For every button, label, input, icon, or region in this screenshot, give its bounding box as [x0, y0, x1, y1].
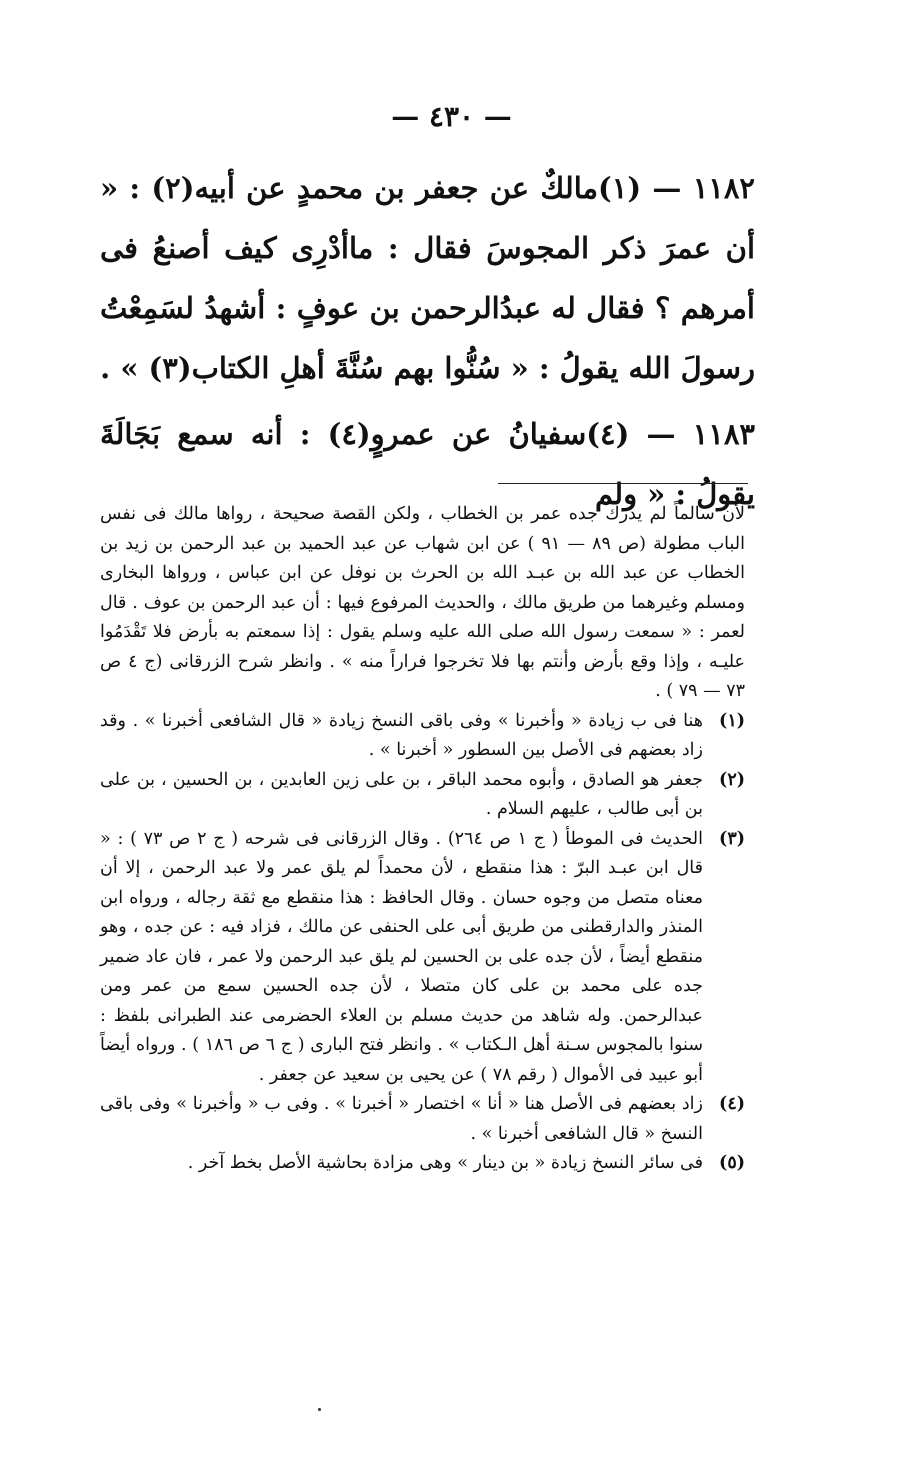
footnote-number: (٢) [719, 769, 745, 790]
footnote-number: (١) [719, 710, 745, 731]
footnote-number: (٥) [719, 1153, 745, 1173]
footnote-1 [100, 707, 745, 766]
scan-speck [318, 1408, 321, 1411]
footnote-text: زاد بعضهم فى الأصل هنا « أنا » اختصار « أخبرنا » . وفى ب « وأخبرنا » وفى باقى النسخ « قال الشافعى أخبرنا » . [100, 1094, 703, 1144]
page-number: — ٤٣٠ — [391, 100, 512, 133]
footnote-4 [100, 1090, 745, 1149]
main-text [100, 158, 755, 524]
footnote-continuation: لأن سالماً لم يدرك جده عمر بن الخطاب ، ولكن القصة صحيحة ، رواها مالك فى نفس الباب مطولة (ص ٨٩ — ٩١ ) عن ابن شهاب عن عبد الحميد بن عبد الرحمن بن زيد بن الخطاب عن عبد الله بن عبـد الله بن الحرث بن نوفل عن ابن عباس ، ورواها البخارى ومسلم وغيرهما من طريق مالك ، والحديث المرفوع فيها : أن عبد الرحمن بن عوف . قال لعمر : « سمعت رسول الله صلى الله عليه وسلم يقول : إذا سمعتم به بأرض فلا تَقْدَمُوا عليـه ، وإذا وقع بأرض وأنتم بها فلا تخرجوا فراراً منه » . وانظر شرح الزرقانى (ج ٤ ص ٧٣ — ٧٩ ) . [100, 504, 745, 701]
hadith-1182: ١١٨٢ — (١)مالكٌ عن جعفر بن محمدٍ عن أبيه(٢) : « أن عمرَ ذكر المجوسَ فقال : ماأدْرِى كيف أصنعُ فى أمرهم ؟ فقال له عبدُالرحمن بن عوفٍ : أشهدُ لسَمِعْتُ رسولَ الله يقولُ : « سُنُّوا بهم سُنَّةَ أهلِ الكتاب(٣) » . [100, 171, 755, 385]
footnote-number: (٣) [719, 828, 745, 849]
footnote-text: فى سائر النسخ زيادة « بن دينار » وهى مزادة بحاشية الأصل بخط آخر . [187, 1153, 703, 1173]
footnote-text: هنا فى ب زيادة « وأخبرنا » وفى باقى النسخ زيادة « قال الشافعى أخبرنا » . وقد زاد بعضهم فى الأصل بين السطور « أخبرنا » . [100, 710, 703, 760]
footnote-text: جعفر هو الصادق ، وأبوه محمد الباقر ، بن على زين العابدين ، بن الحسين ، بن على بن أبى طالب ، عليهم السلام . [100, 769, 703, 819]
footnote-number: (٤) [719, 1094, 745, 1114]
footnote-text: الحديث فى الموطأ ( ج ١ ص ٢٦٤) . وقال الزرقانى فى شرحه ( ج ٢ ص ٧٣ ) : « قال ابن عبـد البرّ : هذا منقطع ، لأن محمداً لم يلق عمر ولا عبد الرحمن ، إلا أن معناه متصل من وجوه حسان . وقال الحافظ : هذا منقطع مع ثقة رجاله ، ورواه ابن المنذر والدارقطنى من طريق أبى على الحنفى عن مالك ، فزاد فيه : عن جده ، وهو منقطع أيضاً ، لأن جده على بن الحسين لم يلق عبد الرحمن ولا عمر ، فان عاد ضمير جده على محمد بن على كان متصلا ، لأن جده الحسين سمع من عمر ومن عبدالرحمن. وله شاهد من حديث مسلم بن العلاء الحضرمى عند الطبرانى بلفظ : سنوا بالمجوس سـنة أهل الـكتاب » . وانظر فتح البارى ( ج ٦ ص ١٨٦ ) . ورواه أيضاً أبو عبيد فى الأموال ( رقم ٧٨ ) عن يحيى بن سعيد عن جعفر . [100, 828, 703, 1085]
footnote-2 [100, 766, 745, 825]
footnote-separator [498, 483, 748, 484]
footnote-3 [100, 825, 745, 1091]
footnote-5 [100, 1149, 745, 1179]
footnotes [100, 500, 745, 1179]
hadith-1183: ١١٨٣ — (٤)سفيانُ عن عمروٍ(٤) : أنه سمع بَجَالَةَ يقولُ : « ولم [100, 417, 755, 511]
